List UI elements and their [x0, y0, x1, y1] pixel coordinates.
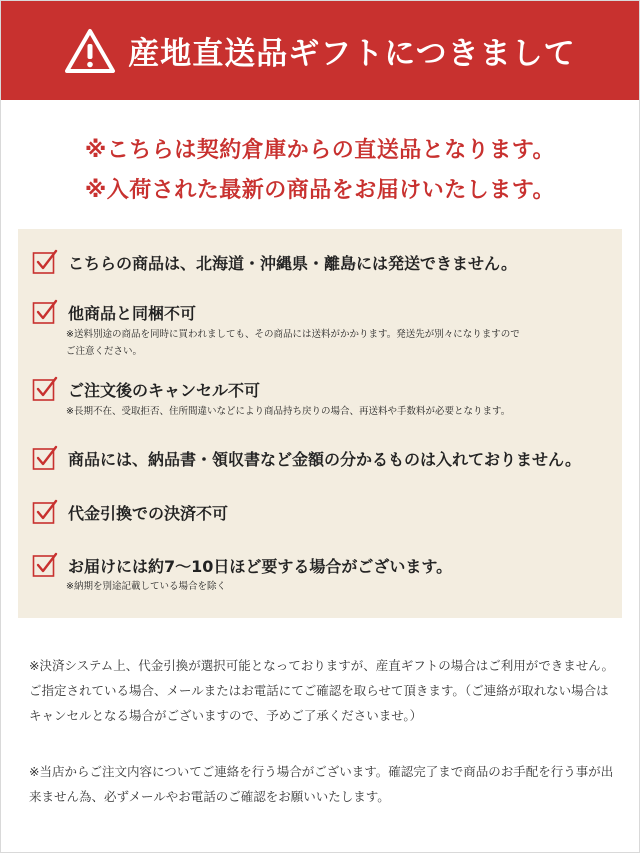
- footer-contact-note: ※当店からご注文内容についてご連絡を行う場合がございます。確認完了まで商品のお手配を行う事が出来ません為、必ずメールやお電話のご確認をお願いいたします。: [29, 764, 614, 804]
- notice-direct-shipping: ※こちらは契約倉庫からの直送品となります。: [84, 138, 556, 163]
- conditions-box: [18, 229, 622, 618]
- condition-label: ご注文後のキャンセル不可: [68, 381, 261, 400]
- header-banner: [1, 1, 639, 100]
- warning-triangle-icon: [64, 27, 116, 75]
- condition-note: ※納期を別途記載している場合を除く: [66, 581, 226, 592]
- page-title: 産地直送品ギフトにつきまして: [128, 36, 576, 72]
- condition-note: ※送料別途の商品を同時に買われましても、その商品には送料がかかります。発送先が別々になりますので ご注意ください。: [66, 329, 520, 357]
- checkbox-checked-icon: [32, 376, 58, 402]
- condition-label: お届けには約7〜10日ほど要する場合がございます。: [68, 557, 453, 576]
- condition-label: 商品には、納品書・領収書など金額の分かるものは入れておりません。: [68, 450, 581, 469]
- condition-label: 代金引換での決済不可: [68, 504, 229, 523]
- checkbox-checked-icon: [32, 299, 58, 325]
- checkbox-checked-icon: [32, 499, 58, 525]
- notice-latest-product: ※入荷された最新の商品をお届けいたします。: [84, 178, 556, 203]
- footer-payment-note: ※決済システム上、代金引換が選択可能となっておりますが、産直ギフトの場合はご利用ができません。ご指定されている場合、メールまたはお電話にてご確認を取らせて頂きます。（ご連絡が取れない場合はキャンセルとなる場合がございますので、予めご了承くださいませ。）: [29, 658, 614, 723]
- checkbox-checked-icon: [32, 552, 58, 578]
- checkbox-checked-icon: [32, 249, 58, 275]
- condition-label: 他商品と同梱不可: [68, 304, 197, 323]
- checkbox-checked-icon: [32, 445, 58, 471]
- condition-label: こちらの商品は、北海道・沖縄県・離島には発送できません。: [68, 254, 517, 273]
- condition-note: ※長期不在、受取拒否、住所間違いなどにより商品持ち戻りの場合、再送料や手数料が必要となります。: [66, 406, 511, 417]
